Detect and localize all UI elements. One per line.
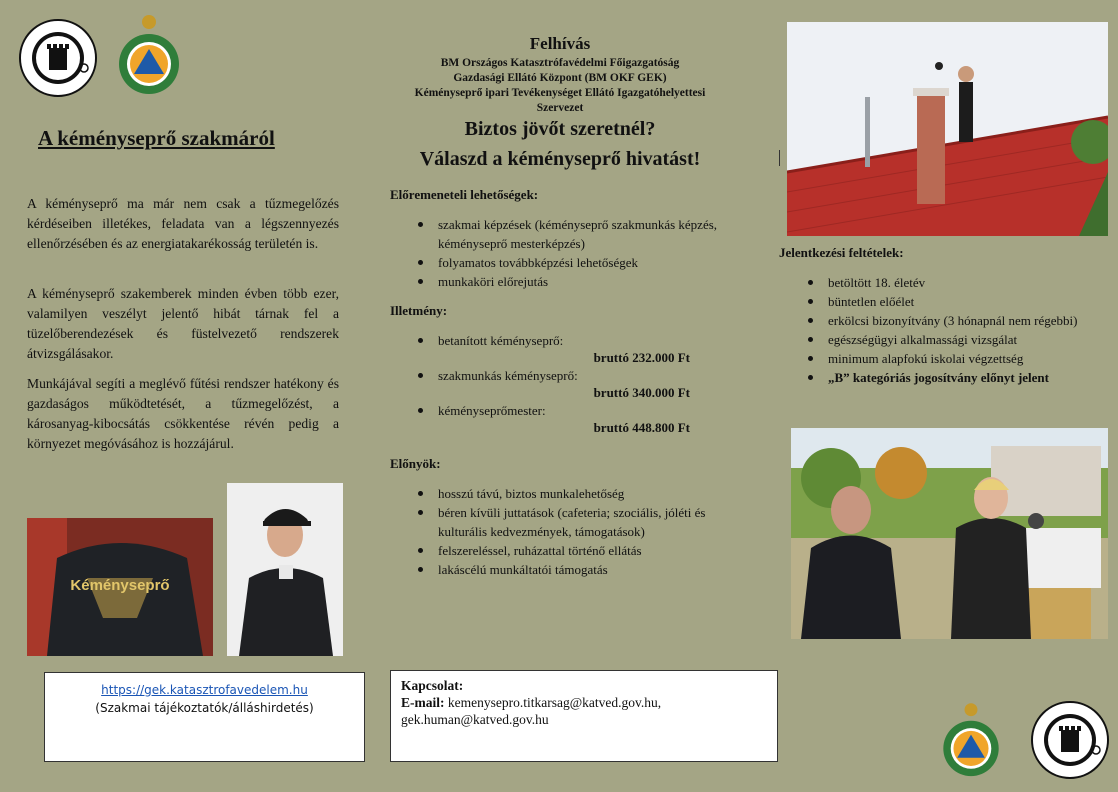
list-item: munkaköri előrejutás: [410, 272, 730, 291]
intro-paragraph-3: Munkájával segíti a meglévő fűtési rendszer hatékony és gazdaságos működtetését, a tűzmegelőzést, a károsanyag-kibocsátás csökkentése révén pedig a környezet megóvásához is hozzájárul.: [27, 376, 339, 451]
org-line-3: Kéményseprő ipari Tevékenységet Ellátó Igazgatóhelyettesi: [414, 87, 706, 99]
contact-email-row: [401, 694, 767, 711]
website-note: (Szakmai tájékoztatók/álláshirdetés): [95, 701, 314, 715]
salary-role: szakmunkás kéményseprő:: [410, 366, 730, 385]
salary-label: Illetmény:: [390, 303, 448, 318]
list-item: szakmai képzések (kéményseprő szakmunkás képzés, kéményseprő mesterképzés): [410, 215, 730, 253]
salary-amount: bruttó 340.000 Ft: [593, 385, 690, 400]
intro-paragraph-2: A kéményseprő szakemberek minden évben több ezer, valamilyen veszélyt jelentő hibát tárnak fel a tüzelőberendezések és füstelvezető rendszerek átvizsgálásakor.: [27, 286, 339, 361]
list-item: béren kívüli juttatások (cafeteria; szociális, jóléti és kulturális kedvezmények, támogatások): [410, 503, 730, 541]
list-item: minimum alapfokú iskolai végzettség: [800, 349, 1100, 368]
advancement-label: Előremeneteli lehetőségek:: [390, 187, 539, 202]
salary-role: kéményseprőmester:: [410, 401, 730, 420]
salary-amount: bruttó 232.000 Ft: [593, 350, 690, 365]
sweepers-on-roof-photo: [791, 428, 1108, 639]
requirements-label: Jelentkezési feltételek:: [779, 245, 904, 260]
slogan-1: Biztos jövőt szeretnél?: [464, 118, 656, 140]
contact-label: Kapcsolat:: [401, 678, 464, 693]
list-item: lakáscélú munkáltatói támogatás: [410, 560, 730, 579]
slogan-2: Válaszd a kéményseprő hivatást!: [419, 148, 701, 170]
org-line-1: BM Országos Katasztrófavédelmi Főigazgatóság: [440, 57, 680, 69]
jacket-text: Kéményseprő: [70, 577, 170, 594]
organization-block: [370, 56, 750, 116]
sweeper-portrait-photo: [227, 483, 343, 656]
jacket-back-photo: [27, 518, 213, 656]
list-item-bold: „B” kategóriás jogosítvány előnyt jelent: [800, 368, 1100, 387]
list-item: folyamatos továbbképzési lehetőségek: [410, 253, 730, 272]
benefits-label: Előnyök:: [390, 456, 441, 471]
list-item: egészségügyi alkalmassági vizsgálat: [800, 330, 1100, 349]
email-label: E-mail:: [401, 695, 445, 710]
list-item: büntetlen előélet: [800, 292, 1100, 311]
salary-list: [410, 331, 730, 436]
list-item: hosszú távú, biztos munkalehetőség: [410, 484, 730, 503]
header-title: Felhívás: [529, 34, 591, 53]
disaster-management-crest-logo: [110, 14, 188, 100]
salary-amount: bruttó 448.800 Ft: [593, 420, 690, 435]
roof-chimney-photo: [787, 22, 1108, 236]
list-item: felszereléssel, ruházattal történő ellátás: [410, 541, 730, 560]
contact-box: [390, 670, 778, 762]
text-cursor: [779, 150, 780, 166]
org-line-4: Szervezet: [536, 102, 584, 114]
website-box: [44, 672, 365, 762]
list-item: erkölcsi bizonyítvány (3 hónapnál nem régebbi): [800, 311, 1100, 330]
salary-role: betanított kéményseprő:: [410, 331, 730, 350]
intro-paragraph-1: A kéményseprő ma már nem csak a tűzmegelőzés kérdéseiben illetékes, feladata van a légszennyezés ellenőrzésében és az energiatakarékosság területén is.: [27, 196, 339, 251]
chimney-sweep-badge-logo-bottom: [1030, 700, 1110, 780]
benefits-list: [410, 484, 730, 579]
email-address-2[interactable]: gek.human@katved.gov.hu: [401, 712, 549, 727]
left-heading: A kéményseprő szakmáról: [38, 126, 275, 150]
list-item: betöltött 18. életév: [800, 273, 1100, 292]
advancement-list: [410, 215, 730, 291]
website-link[interactable]: https://gek.katasztrofavedelem.hu: [101, 683, 308, 697]
email-address-1[interactable]: kemenysepro.titkarsag@katved.gov.hu,: [447, 695, 662, 710]
disaster-management-crest-logo-bottom: [935, 700, 1007, 784]
chimney-sweep-badge-logo: [18, 18, 98, 98]
org-line-2: Gazdasági Ellátó Központ (BM OKF GEK): [453, 72, 667, 84]
requirements-list: [800, 273, 1100, 387]
